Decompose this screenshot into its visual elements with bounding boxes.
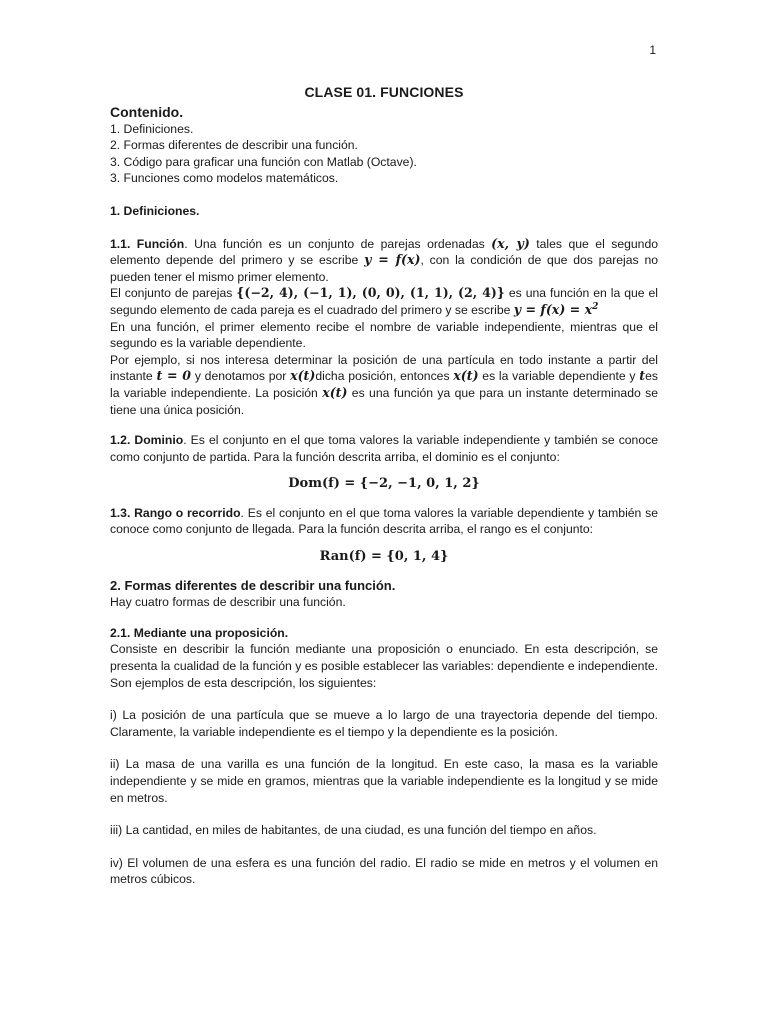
math-exponent: 2 <box>592 301 599 312</box>
proposition-paragraph: Consiste en describir la función mediante una proposición o enunciado. En esta descripción, se presenta la cualidad de la función y es posible establecer las variables: dependiente e independiente. Son ejemplos de esta descripción, los siguientes: <box>110 642 658 690</box>
contents-list <box>110 121 658 187</box>
range-paragraph <box>110 505 658 538</box>
example-item: i) La posición de una partícula que se mueve a lo largo de una trayectoria depende del tiempo. Claramente, la variable independiente es el tiempo y la dependiente es la posición. <box>110 708 658 739</box>
text-run: es una función en la que el segundo elemento de cada pareja es el cuadrado del primero y se escribe <box>110 286 658 317</box>
document-body <box>110 84 658 888</box>
formula-text: Dom(f) = {−2, −1, 0, 1, 2} <box>288 476 480 492</box>
example-set-paragraph <box>110 285 658 318</box>
contents-item: 3. Código para graficar una función con Matlab (Octave). <box>110 154 417 169</box>
page-number: 1 <box>649 43 656 57</box>
subsection-1-1-label: 1.1. Función <box>110 236 185 251</box>
section-2-heading: 2. Formas diferentes de describir una función. <box>110 577 396 593</box>
math-y-equals-f: y = f(x) <box>364 252 421 268</box>
contents-item: 2. Formas diferentes de describir una función. <box>110 138 358 153</box>
math-t-zero: t = 0 <box>156 368 192 384</box>
text-run: . Es el conjunto en el que toma valores la variable independiente y también se conoce como conjunto de partida. Para la función descrita arriba, el dominio es el conjunto: <box>110 433 658 464</box>
particle-example-paragraph <box>110 352 658 418</box>
text-run: es una función ya que para un instante determinado se tiene una única posición. <box>110 385 658 417</box>
section-1-heading: 1. Definiciones. <box>110 203 200 218</box>
definition-function-paragraph <box>110 236 658 286</box>
example-item: iv) El volumen de una esfera es una función del radio. El radio se mide en metros y el volumen en metros cúbicos. <box>110 855 658 887</box>
math-text: y = f(x) = x <box>513 301 593 317</box>
math-y-equals-x-squared <box>514 302 599 317</box>
variables-paragraph: En una función, el primer elemento recibe el nombre de variable independiente, mientras que el segundo es la variable dependiente. <box>110 319 658 351</box>
page-title: CLASE 01. FUNCIONES <box>304 84 464 100</box>
math-x-of-t: x(t) <box>290 368 316 384</box>
text-run: , con la condición de que dos parejas no pueden tener el mismo primer elemento. <box>110 253 659 284</box>
text-run: es la variable dependiente y <box>478 369 640 384</box>
subsection-2-1-heading: 2.1. Mediante una proposición. <box>110 625 289 640</box>
example-item: iii) La cantidad, en miles de habitantes, de una ciudad, es una función del tiempo en años. <box>110 823 597 838</box>
subsection-1-3-label: 1.3. Rango o recorrido <box>110 505 241 520</box>
math-set-of-pairs: {(−2, 4), (−1, 1), (0, 0), (1, 1), (2, 4)} <box>236 285 505 301</box>
math-x-of-t: x(t) <box>322 384 348 400</box>
contents-item: 3. Funciones como modelos matemáticos. <box>110 171 339 186</box>
contents-heading: Contenido. <box>110 103 184 120</box>
text-run: es la variable independiente. La posición <box>110 369 658 400</box>
text-run: . Es el conjunto en el que toma valores la variable dependiente y también se conoce como conjunto de llegada. Para la función descrita arriba, el rango es el conjunto: <box>110 505 658 537</box>
section-2-intro: Hay cuatro formas de describir una función. <box>110 595 346 610</box>
text-run: . Una función es un conjunto de parejas ordenadas <box>184 236 492 251</box>
range-formula <box>110 548 658 566</box>
text-run: dicha posición, entonces <box>315 369 454 384</box>
domain-paragraph <box>110 432 658 465</box>
contents-item: 1. Definiciones. <box>110 121 194 136</box>
example-item: ii) La masa de una varilla es una función de la longitud. En este caso, la masa es la variable independiente y se mide en gramos, mientras que la variable independiente es la longitud y se mide en metros. <box>110 757 658 805</box>
math-pair: (x, y) <box>491 235 530 251</box>
text-run: Por ejemplo, si nos interesa determinar la posición de una partícula en todo instante a partir del instante <box>110 352 658 384</box>
domain-formula <box>110 475 658 493</box>
math-t: t <box>639 368 646 384</box>
formula-text: Ran(f) = {0, 1, 4} <box>319 549 449 565</box>
text-run: El conjunto de parejas <box>110 286 237 301</box>
text-run: y denotamos por <box>191 369 291 384</box>
subsection-1-2-label: 1.2. Dominio <box>110 433 184 448</box>
text-run: tales que el segundo elemento depende del primero y se escribe <box>110 236 659 268</box>
math-x-of-t: x(t) <box>453 368 479 384</box>
